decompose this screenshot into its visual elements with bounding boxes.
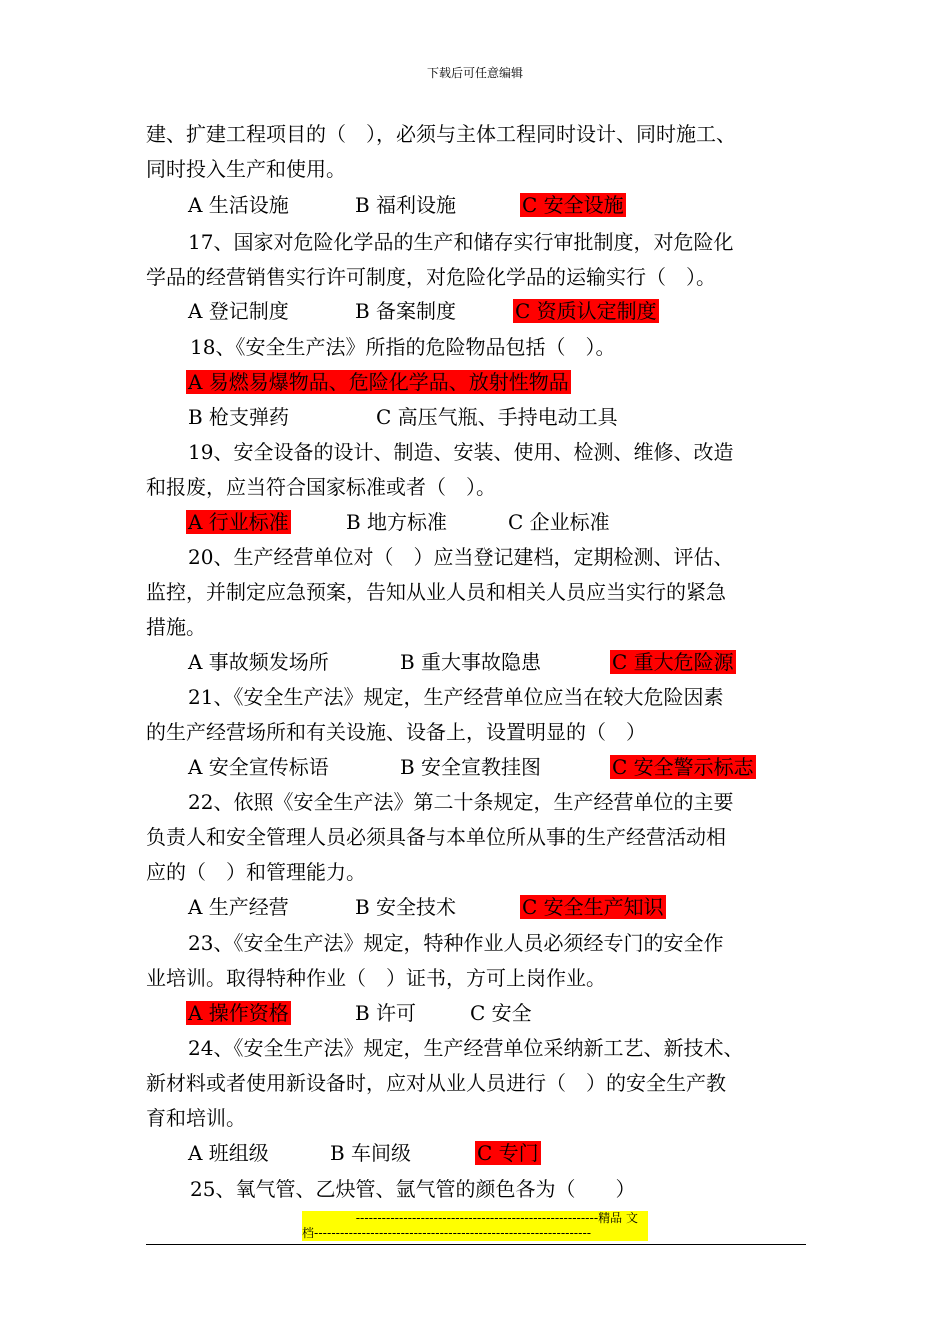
answer-highlight: C 安全警示标志 [612,755,754,779]
option-b: B 安全宣教挂图 [400,755,542,779]
option-b: B 安全技术 [355,895,457,919]
question-22: 22、依照《安全生产法》第二十条规定，生产经营单位的主要 [188,790,734,814]
text-line: 措施。 [146,615,206,639]
question-19: 19、安全设备的设计、制造、安装、使用、检测、维修、改造 [188,440,734,464]
question-23: 23、《安全生产法》规定，特种作业人员必须经专门的安全作 [188,931,724,955]
answer-highlight: C 专门 [477,1141,539,1165]
answer-highlight: A 操作资格 [188,1001,289,1025]
option-a: A 班组级 [188,1141,269,1165]
question-20: 20、生产经营单位对（ ）应当登记建档，定期检测、评估、 [188,545,734,569]
text-line: 和报废，应当符合国家标准或者（ ）。 [146,475,496,499]
option-answer [520,192,626,218]
option-a: A 生产经营 [188,895,289,919]
answer-highlight: C 重大危险源 [612,650,734,674]
question-18: 18、《安全生产法》所指的危险物品包括（ ）。 [190,335,616,359]
text-line: 的生产经营场所和有关设施、设备上，设置明显的（ ） [146,720,646,744]
option-b: B 许可 [355,1001,417,1025]
answer-highlight: C 资质认定制度 [515,299,657,323]
option-a: A 生活设施 [188,193,289,217]
option-c: C 安全 [470,1001,532,1025]
text-line: 监控，并制定应急预案，告知从业人员和相关人员应当实行的紧急 [146,580,726,604]
text-line: 负责人和安全管理人员必须具备与本单位所从事的生产经营活动相 [146,825,726,849]
text-line: 新材料或者使用新设备时，应对从业人员进行（ ）的安全生产教 [146,1071,726,1095]
question-21: 21、《安全生产法》规定，生产经营单位应当在较大危险因素 [188,685,724,709]
answer-highlight: C 安全设施 [522,193,624,217]
option-answer [520,894,666,920]
option-b: B 车间级 [330,1141,412,1165]
text-line: 应的（ ）和管理能力。 [146,860,366,884]
footer-divider [146,1244,806,1245]
option-answer [610,649,736,675]
answer-highlight: A 行业标准 [188,510,289,534]
text-line: 同时投入生产和使用。 [146,157,346,181]
question-24: 24、《安全生产法》规定，生产经营单位采纳新工艺、新技术、 [188,1036,744,1060]
page-header: 下载后可任意编辑 [426,66,523,80]
question-17: 17、国家对危险化学品的生产和储存实行审批制度，对危险化 [188,230,734,254]
option-a: A 安全宣传标语 [188,755,329,779]
text-line: 业培训。取得特种作业（ ）证书，方可上岗作业。 [146,966,606,990]
text-line: 学品的经营销售实行许可制度，对危险化学品的运输实行（ ）。 [146,265,716,289]
footer-line: 档---------------------------------------------------------------- [302,1226,592,1240]
option-answer [475,1140,541,1166]
option-c: C 企业标准 [508,510,610,534]
option-answer [513,298,659,324]
option-answer [186,1000,291,1026]
option-answer [610,754,756,780]
question-25: 25、氧气管、乙炔管、氩气管的颜色各为（ ） [190,1177,636,1201]
option-answer [186,509,291,535]
option-c: C 高压气瓶、手持电动工具 [376,405,618,429]
option-a: A 事故频发场所 [188,650,329,674]
text-line: 建、扩建工程项目的（ ），必须与主体工程同时设计、同时施工、 [146,122,736,146]
footer-banner [302,1211,648,1241]
option-a: A 登记制度 [188,299,289,323]
option-b: B 枪支弹药 [188,405,290,429]
answer-highlight: C 安全生产知识 [522,895,664,919]
answer-highlight: A 易燃易爆物品、危险化学品、放射性物品 [188,370,569,394]
option-answer [186,369,571,395]
footer-line: --------------------------------------------------------精品 文 [355,1211,638,1225]
text-line: 育和培训。 [146,1106,246,1130]
option-b: B 重大事故隐患 [400,650,542,674]
option-b: B 备案制度 [355,299,457,323]
option-b: B 地方标准 [346,510,448,534]
option-b: B 福利设施 [355,193,457,217]
